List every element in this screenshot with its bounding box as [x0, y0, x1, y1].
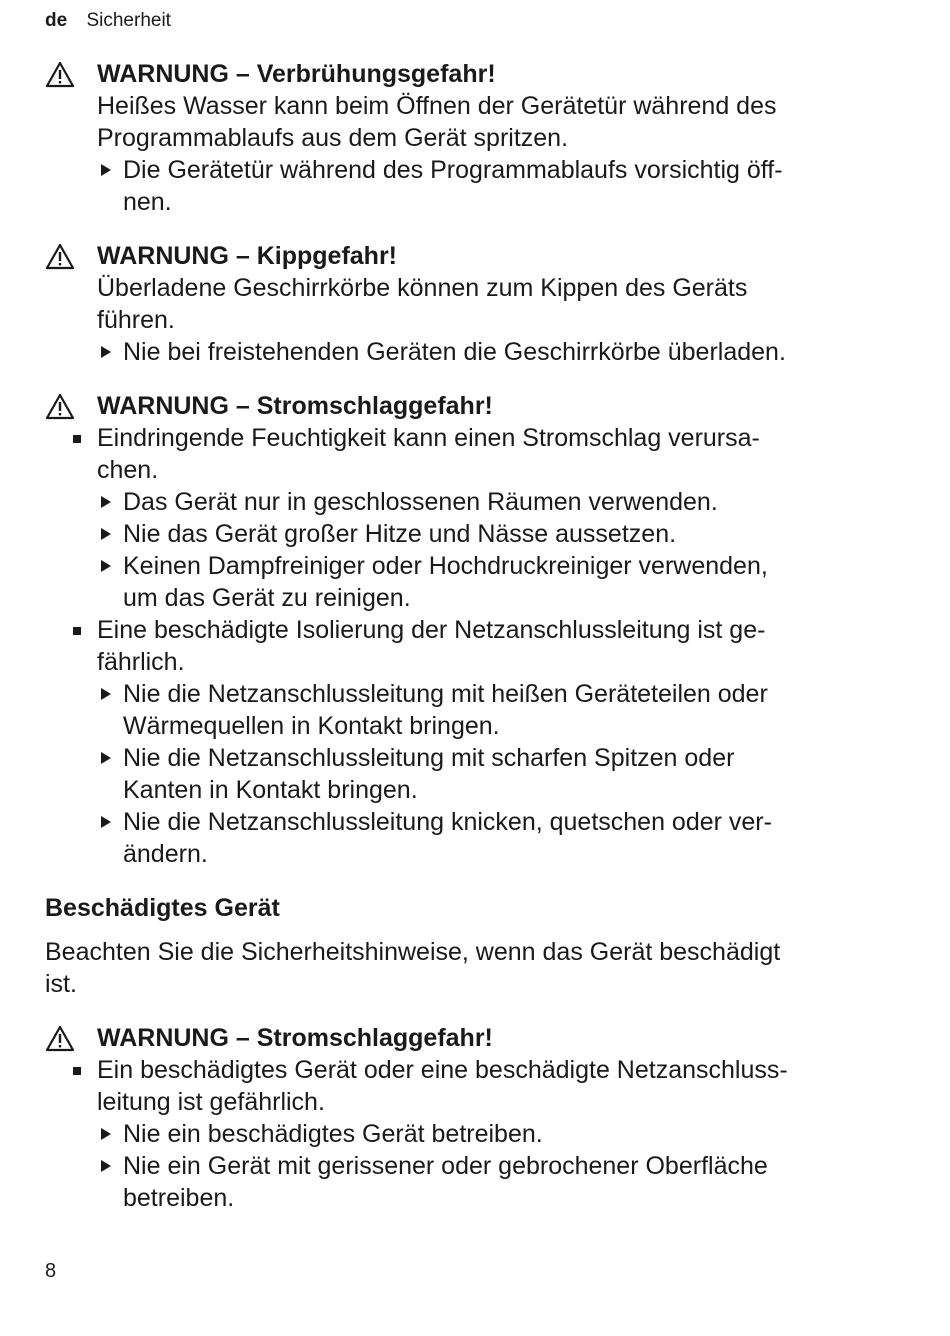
warning-block: [45, 1022, 905, 1214]
triangle-arrow-icon: [101, 1128, 111, 1140]
warning-title: WARNUNG – Kippgefahr!: [45, 240, 905, 272]
warning-title: WARNUNG – Stromschlaggefahr!: [45, 390, 905, 422]
triangle-arrow-icon: [101, 496, 111, 508]
hazard-bullet: Eine beschädigte Isolierung der Netzanschlussleitung ist ge- fährlich.: [45, 614, 905, 678]
hazard-bullet: Ein beschädigtes Gerät oder eine beschädigte Netzanschluss- leitung ist gefährlich.: [45, 1054, 905, 1118]
warning-triangle-icon: [45, 243, 75, 270]
language-code: de: [45, 10, 68, 31]
warning-block: [45, 390, 905, 870]
warning-title: WARNUNG – Verbrühungsgefahr!: [45, 58, 905, 90]
triangle-arrow-icon: [101, 1160, 111, 1172]
square-bullet-icon: [73, 435, 81, 443]
triangle-arrow-icon: [101, 346, 111, 358]
instruction-step: Die Gerätetür während des Programmablaufs vorsichtig öff- nen.: [45, 154, 905, 218]
triangle-arrow-icon: [101, 528, 111, 540]
warning-text: Programmablaufs aus dem Gerät spritzen.: [97, 124, 569, 152]
triangle-arrow-icon: [101, 560, 111, 572]
instruction-step: Nie bei freistehenden Geräten die Geschirrkörbe überladen.: [45, 336, 905, 368]
instruction-step: Nie das Gerät großer Hitze und Nässe aussetzen.: [45, 518, 905, 550]
warning-text: Heißes Wasser kann beim Öffnen der Gerätetür während des: [97, 92, 777, 120]
square-bullet-icon: [73, 627, 81, 635]
instruction-step: Nie die Netzanschlussleitung mit scharfen Spitzen oder Kanten in Kontakt bringen.: [45, 742, 905, 806]
section-title: Beschädigtes Gerät: [45, 894, 280, 922]
instruction-step: Nie ein Gerät mit gerissener oder gebrochener Oberfläche betreiben.: [45, 1150, 905, 1214]
triangle-arrow-icon: [101, 752, 111, 764]
instruction-step: Nie ein beschädigtes Gerät betreiben.: [45, 1118, 905, 1150]
warning-text: Überladene Geschirrkörbe können zum Kippen des Geräts: [97, 274, 748, 302]
page-header: [45, 10, 171, 32]
warning-text: führen.: [97, 306, 175, 334]
section-paragraph: Beachten Sie die Sicherheitshinweise, wenn das Gerät beschädigt ist.: [45, 938, 781, 998]
page-content: [45, 58, 905, 1214]
instruction-step: Nie die Netzanschlussleitung mit heißen Geräteteilen oder Wärmequellen in Kontakt bringen.: [45, 678, 905, 742]
instruction-step: Das Gerät nur in geschlossenen Räumen verwenden.: [45, 486, 905, 518]
instruction-step: Keinen Dampfreiniger oder Hochdruckreiniger verwenden, um das Gerät zu reinigen.: [45, 550, 905, 614]
section-label: Sicherheit: [86, 10, 171, 31]
warning-title: WARNUNG – Stromschlaggefahr!: [45, 1022, 905, 1054]
warning-triangle-icon: [45, 393, 75, 420]
hazard-bullet: Eindringende Feuchtigkeit kann einen Stromschlag verursa- chen.: [45, 422, 905, 486]
triangle-arrow-icon: [101, 816, 111, 828]
section: [45, 892, 905, 1000]
instruction-step: Nie die Netzanschlussleitung knicken, quetschen oder ver- ändern.: [45, 806, 905, 870]
triangle-arrow-icon: [101, 688, 111, 700]
warning-block: [45, 58, 905, 218]
triangle-arrow-icon: [101, 164, 111, 176]
square-bullet-icon: [73, 1067, 81, 1075]
page-number: 8: [45, 1260, 57, 1282]
warning-block: [45, 240, 905, 368]
warning-triangle-icon: [45, 61, 75, 88]
warning-triangle-icon: [45, 1025, 75, 1052]
